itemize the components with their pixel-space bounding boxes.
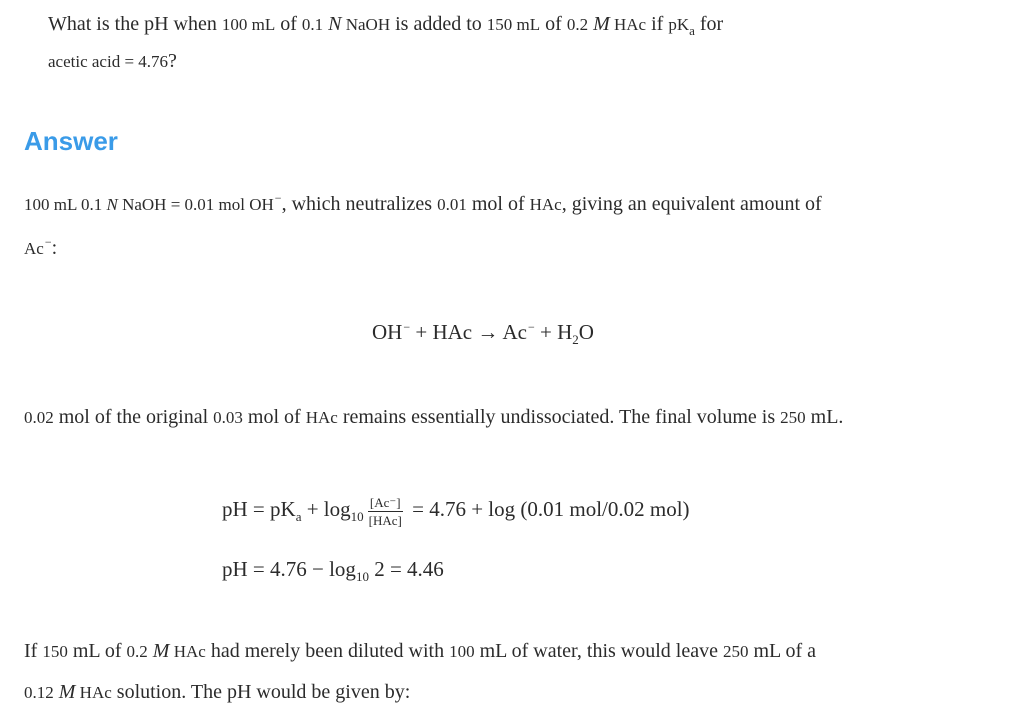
- answer-paragraph-1-line-2: Ac−:: [24, 235, 58, 259]
- ph-equation-1: pH = $pK_a + \log_{10}$ $\frac{[Ac^-]}{\text{[HAc]}}$ = 4.76 + log (0.01 mol/0.02 mol): [222, 494, 690, 528]
- fraction-denominator: [HAc]: [368, 512, 402, 528]
- answer-heading: Answer: [24, 126, 118, 156]
- answer-paragraph-2: 0.02 mol of the original 0.03 mol of HAc remains essentially undissociated. The final volume is 250 mL.: [24, 406, 844, 428]
- question-line-1: What is the pH when 100 mL of 0.1 N NaOH is added to 150 mL of 0.2 M HAc if $pK_a$ for: [48, 13, 724, 38]
- answer-paragraph-1-line-1: 100 mL 0.1 N NaOH = 0.01 mol OH−, which neutralizes 0.01 mol of HAc, giving an equivalent amount of: [24, 191, 822, 215]
- concentration-ratio-fraction: [368, 495, 403, 528]
- reaction-equation: OH− + HAc → $Ac^- + H_2O$: [372, 320, 594, 347]
- fraction-numerator: [Ac⁻]: [368, 495, 403, 512]
- answer-paragraph-3-line-1: If 150 mL of 0.2 M HAc had merely been diluted with 100 mL of water, this would leave 250 mL of a: [24, 640, 817, 662]
- question-line-2: acetic acid = 4.76?: [48, 50, 177, 72]
- ph-equation-2: pH = $4.76 - \log_{10} 2 = 4.46$: [222, 557, 444, 584]
- answer-paragraph-3-line-2: 0.12 M HAc solution. The pH would be given by:: [24, 681, 411, 703]
